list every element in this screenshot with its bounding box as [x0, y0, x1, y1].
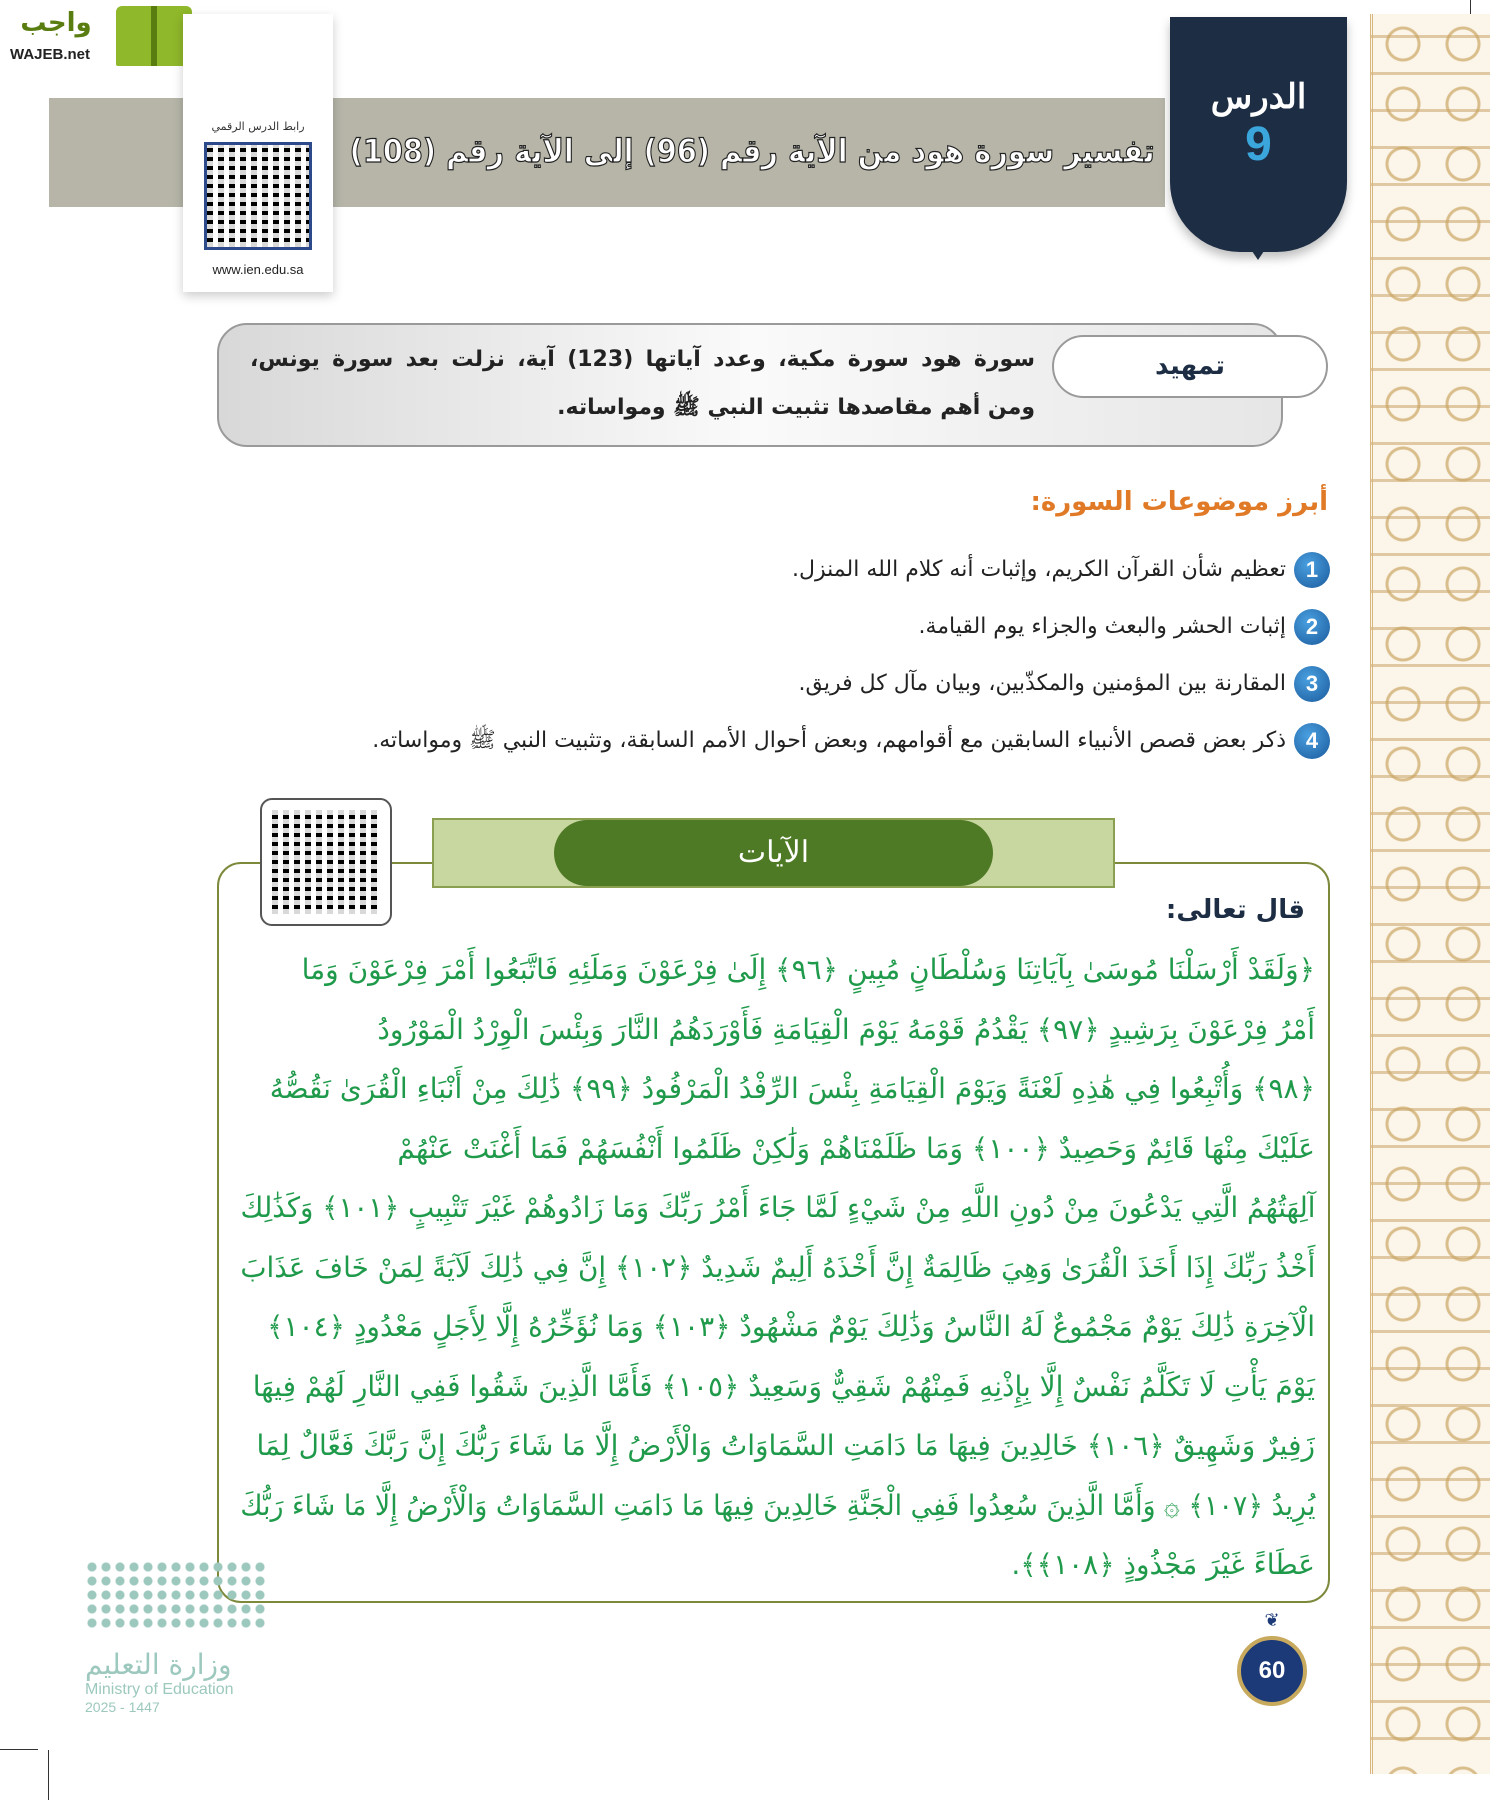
- number-badge: 4: [1294, 723, 1330, 759]
- verses-header: الآيات: [554, 820, 993, 886]
- number-badge: 1: [1294, 552, 1330, 588]
- verse-line: الْآخِرَةِ ذَٰلِكَ يَوْمٌ مَجْمُوعٌ لَهُ النَّاسُ وَذَٰلِكَ يَوْمٌ مَشْهُودٌ ﴿١٠٣﴾ وَمَا نُؤَخِّرُهُ إِلَّا لِأَجَلٍ مَعْدُودٍ ﴿١٠٤﴾: [267, 1310, 1315, 1343]
- verse-line: آلِهَتُهُمُ الَّتِي يَدْعُونَ مِنْ دُونِ اللَّهِ مِنْ شَيْءٍ لَمَّا جَاءَ أَمْرُ رَبِّكَ وَمَا زَادُوهُمْ غَيْرَ تَتْبِيبٍ ﴿١٠١﴾ وَكَذَٰلِكَ: [240, 1191, 1316, 1224]
- ministry-arabic: وزارة التعليم: [85, 1648, 232, 1681]
- number-badge: 3: [1294, 666, 1330, 702]
- logo-english: WAJEB.net: [10, 46, 91, 63]
- ministry-english: Ministry of Education: [85, 1681, 234, 1698]
- academic-year: 2025 - 1447: [85, 1699, 160, 1715]
- verse-line: أَمْرُ فِرْعَوْنَ بِرَشِيدٍ ﴿٩٧﴾ يَقْدُمُ قَوْمَهُ يَوْمَ الْقِيَامَةِ فَأَوْرَدَهُمُ النَّارَ وَبِئْسَ الْوِرْدُ الْمَوْرُودُ: [377, 1012, 1315, 1046]
- page-number: 60: [1237, 1636, 1307, 1706]
- topic-text: تعظيم شأن القرآن الكريم، وإثبات أنه كلام الله المنزل.: [792, 557, 1286, 582]
- verses-qr-card[interactable]: [260, 798, 392, 926]
- topics-heading: أبرز موضوعات السورة:: [1030, 487, 1328, 517]
- qr-code-icon[interactable]: [272, 810, 380, 914]
- verse-line: يَوْمَ يَأْتِ لَا تَكَلَّمُ نَفْسٌ إِلَّا بِإِذْنِهِ فَمِنْهُمْ شَقِيٌّ وَسَعِيدٌ ﴿١٠٥﴾ فَأَمَّا الَّذِينَ شَقُوا فَفِي النَّارِ لَهُمْ فِيهَا: [252, 1369, 1315, 1403]
- number-badge: 2: [1294, 609, 1330, 645]
- verses-intro: قال تعالى:: [1165, 895, 1305, 925]
- intro-label: تمهيد: [1052, 335, 1328, 398]
- topic-item: [215, 662, 1330, 706]
- verses-text: [240, 940, 1315, 1595]
- topic-item: [215, 605, 1330, 649]
- verse-line: ﴿وَلَقَدْ أَرْسَلْنَا مُوسَىٰ بِآيَاتِنَا وَسُلْطَانٍ مُبِينٍ ﴿٩٦﴾ إِلَىٰ فِرْعَوْنَ وَمَلَئِهِ فَاتَّبَعُوا أَمْرَ فِرْعَوْنَ وَمَا: [301, 953, 1315, 986]
- lesson-badge: [1170, 17, 1347, 252]
- qr-url[interactable]: www.ien.edu.sa: [212, 262, 304, 277]
- verse-line: أَخْذُ رَبِّكَ إِذَا أَخَذَ الْقُرَىٰ وَهِيَ ظَالِمَةٌ إِنَّ أَخْذَهُ أَلِيمٌ شَدِيدٌ ﴿١٠٢﴾ إِنَّ فِي ذَٰلِكَ لَآيَةً لِمَنْ خَافَ عَذَابَ: [239, 1250, 1315, 1284]
- intro-text: سورة هود سورة مكية، وعدد آياتها (123) آية، نزلت بعد سورة يونس، ومن أهم مقاصدها تثبيت النبي ﷺ ومواساته.: [250, 347, 1035, 420]
- lesson-number: 9: [1245, 118, 1272, 171]
- topic-item: [215, 548, 1330, 592]
- ornament-icon: ❦: [1264, 1610, 1280, 1631]
- topic-item: [215, 719, 1330, 763]
- lesson-title: تفسير سورة هود من الآية رقم (96) إلى الآية رقم (108): [349, 132, 1155, 170]
- verse-line: عَطَاءً غَيْرَ مَجْذُوذٍ ﴿١٠٨﴾﴾.: [1011, 1548, 1315, 1581]
- qr-label: رابط الدرس الرقمي: [211, 120, 305, 133]
- topic-text: المقارنة بين المؤمنين والمكذّبين، وبيان مآل كل فريق.: [798, 671, 1286, 696]
- crop-mark: [48, 1750, 49, 1800]
- topic-text: إثبات الحشر والبعث والجزاء يوم القيامة.: [918, 614, 1286, 639]
- wajeb-logo[interactable]: [6, 4, 192, 68]
- logo-arabic: واجب: [20, 8, 92, 38]
- verse-line: ﴿٩٨﴾ وَأُتْبِعُوا فِي هَٰذِهِ لَعْنَةً وَيَوْمَ الْقِيَامَةِ بِئْسَ الرِّفْدُ الْمَرْفُودُ ﴿٩٩﴾ ذَٰلِكَ مِنْ أَنْبَاءِ الْقُرَىٰ نَقُصُّهُ: [269, 1072, 1315, 1105]
- ornamental-border: [1370, 14, 1490, 1774]
- book-icon: [116, 6, 192, 66]
- lesson-word: الدرس: [1210, 77, 1307, 117]
- verses-header-banner: [432, 818, 1115, 888]
- verse-line: يُرِيدُ ﴿١٠٧﴾ ۞ وَأَمَّا الَّذِينَ سُعِدُوا فَفِي الْجَنَّةِ خَالِدِينَ فِيهَا مَا دَامَتِ السَّمَاوَاتُ وَالْأَرْضُ إِلَّا مَا شَاءَ رَبُّكَ: [240, 1488, 1315, 1522]
- verse-line: عَلَيْكَ مِنْهَا قَائِمٌ وَحَصِيدٌ ﴿١٠٠﴾ وَمَا ظَلَمْنَاهُمْ وَلَٰكِنْ ظَلَمُوا أَنْفُسَهُمْ فَمَا أَغْنَتْ عَنْهُمْ: [397, 1131, 1315, 1165]
- dots-logo-icon: [85, 1560, 265, 1630]
- crop-mark: [0, 1749, 38, 1750]
- ministry-logo: [85, 1560, 275, 1715]
- topic-text: ذكر بعض قصص الأنبياء السابقين مع أقوامهم، وبعض أحوال الأمم السابقة، وتثبيت النبي ﷺ ومواساته.: [372, 728, 1286, 753]
- verse-line: زَفِيرٌ وَشَهِيقٌ ﴿١٠٦﴾ خَالِدِينَ فِيهَا مَا دَامَتِ السَّمَاوَاتُ وَالْأَرْضُ إِلَّا مَا شَاءَ رَبُّكَ إِنَّ رَبَّكَ فَعَّالٌ لِمَا: [256, 1429, 1315, 1462]
